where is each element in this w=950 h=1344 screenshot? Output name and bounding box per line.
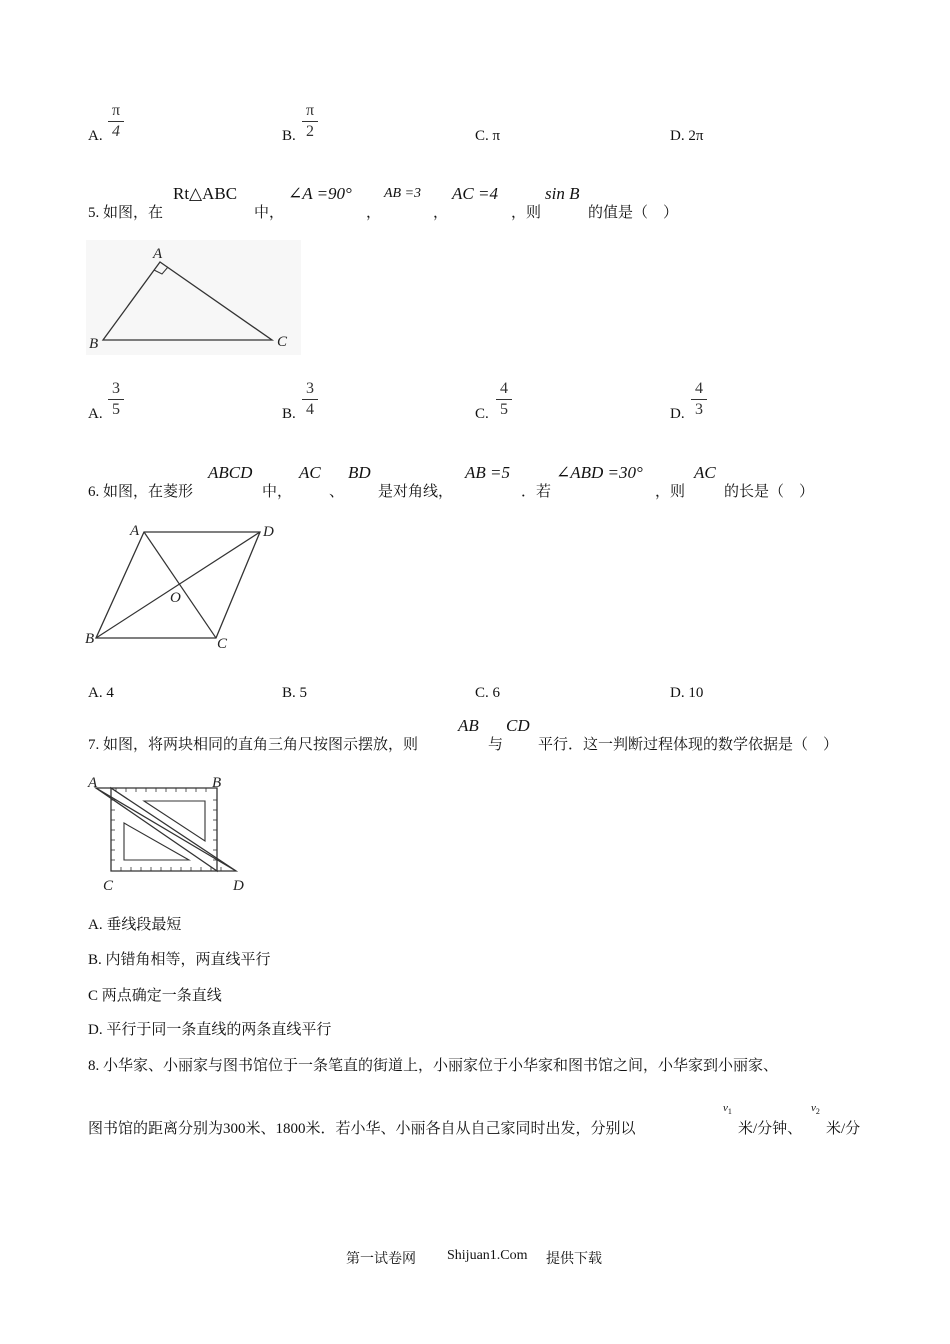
q5-suffix: 的值是（ ） (588, 205, 679, 221)
q8-v2: $v_2$ (811, 1102, 820, 1117)
q5-comma1: ， (366, 205, 382, 221)
q7-cd: CD (506, 716, 530, 735)
q6-mid4: ，则 (655, 484, 686, 500)
q7-option-b: B. 内错角相等，两直线平行 (88, 952, 271, 968)
q8-line2-a: 图书馆的距离分别为300米、1800米．若小华、小丽各自从自己家同时出发，分别以 (88, 1121, 636, 1137)
q5-option-c-fraction: 4 5 (496, 380, 512, 419)
q7-prefix: 7. 如图，将两块相同的直角三角尺按图示摆放，则 (88, 737, 419, 753)
q8-line1: 8. 小华家、小丽家与图书馆位于一条笔直的街道上，小丽家位于小华家和图书馆之间，小华家到小丽家、 (88, 1058, 779, 1074)
q5-comma2: ， (433, 205, 449, 221)
q8-line2-b: 米/分钟、 (738, 1121, 803, 1137)
q8-line2-c: 米/分 (826, 1121, 861, 1137)
q6-angle: ∠ABD =30° (556, 463, 643, 482)
q5-option-d-fraction: 4 3 (691, 380, 707, 419)
q5-option-b-label: B. (282, 406, 296, 422)
footer-site-name: 第一试卷网 (346, 1252, 416, 1267)
q5-rt-abc: Rt△ABC (173, 184, 238, 203)
q5-option-a-fraction: 3 5 (108, 380, 124, 419)
q6-prefix: 6. 如图，在菱形 (88, 484, 194, 500)
q6-mid2: 是对角线， (378, 484, 454, 500)
q7-label-a: A (88, 775, 98, 791)
q7-label-c: C (103, 878, 114, 894)
q5-option-d-label: D. (670, 406, 685, 422)
q7-label-b: B (212, 775, 222, 791)
q7-ab: AB (458, 716, 479, 735)
q6-option-b: B. 5 (282, 685, 308, 701)
q6-label-b: B (85, 631, 95, 647)
q5-mid1: 中， (254, 205, 285, 221)
q5-ab: AB =3 (384, 186, 422, 201)
q5-label-a: A (153, 246, 163, 262)
q6-option-a: A. 4 (88, 685, 114, 701)
footer-note: 提供下载 (546, 1252, 602, 1267)
q5-option-a-label: A. (88, 406, 103, 422)
q6-option-d: D. 10 (670, 685, 704, 701)
q6-option-c: C. 6 (475, 685, 501, 701)
q6-mid3: ．若 (521, 484, 552, 500)
q4-option-a-label: A. (88, 128, 103, 144)
q6-label-o: O (170, 590, 181, 606)
q6-suffix: 的长是（ ） (724, 484, 815, 500)
q7-option-c: C 两点确定一条直线 (88, 988, 222, 1004)
q6-bd: BD (348, 463, 371, 482)
footer-site-url[interactable]: Shijuan1.Com (447, 1248, 528, 1263)
q5-option-c-label: C. (475, 406, 489, 422)
q4-option-b-fraction: π 2 (302, 102, 318, 141)
q7-option-a: A. 垂线段最短 (88, 917, 182, 933)
q5-label-b: B (89, 336, 99, 352)
q7-mid: 与 (488, 737, 504, 753)
q7-option-d: D. 平行于同一条直线的两条直线平行 (88, 1022, 332, 1038)
q6-diagonal-ac (144, 532, 216, 638)
q5-label-c: C (277, 334, 288, 350)
q5-triangle-figure (86, 240, 301, 355)
q4-option-b-label: B. (282, 128, 296, 144)
q7-lower-set-square-inner (124, 823, 189, 860)
q6-label-d: D (263, 524, 274, 540)
q6-sep: 、 (329, 484, 345, 500)
q5-sinb: sin B (545, 184, 580, 203)
q5-prefix: 5. 如图，在 (88, 205, 164, 221)
q7-set-squares-figure (86, 770, 256, 898)
q4-option-d: D. 2π (670, 128, 704, 144)
q6-label-a: A (130, 523, 140, 539)
q5-option-b-fraction: 3 4 (302, 380, 318, 419)
q6-abcd: ABCD (208, 463, 253, 482)
q8-v1: $v_1$ (723, 1102, 732, 1117)
q5-ac: AC =4 (452, 184, 498, 203)
q6-mid1: 中， (262, 484, 293, 500)
q7-suffix: 平行．这一判断过程体现的数学依据是（ ） (538, 737, 839, 753)
q6-rhombus-figure (84, 518, 284, 653)
q7-label-d: D (233, 878, 244, 894)
q5-angle-a: ∠A =90° (288, 184, 352, 203)
q6-ac2: AC (694, 463, 716, 482)
q4-option-c: C. π (475, 128, 501, 144)
q4-option-a-fraction: π 4 (108, 102, 124, 141)
q5-mid2: ，则 (511, 205, 542, 221)
q6-label-c: C (217, 636, 228, 652)
q6-ab: AB =5 (465, 463, 510, 482)
q6-ac: AC (299, 463, 321, 482)
